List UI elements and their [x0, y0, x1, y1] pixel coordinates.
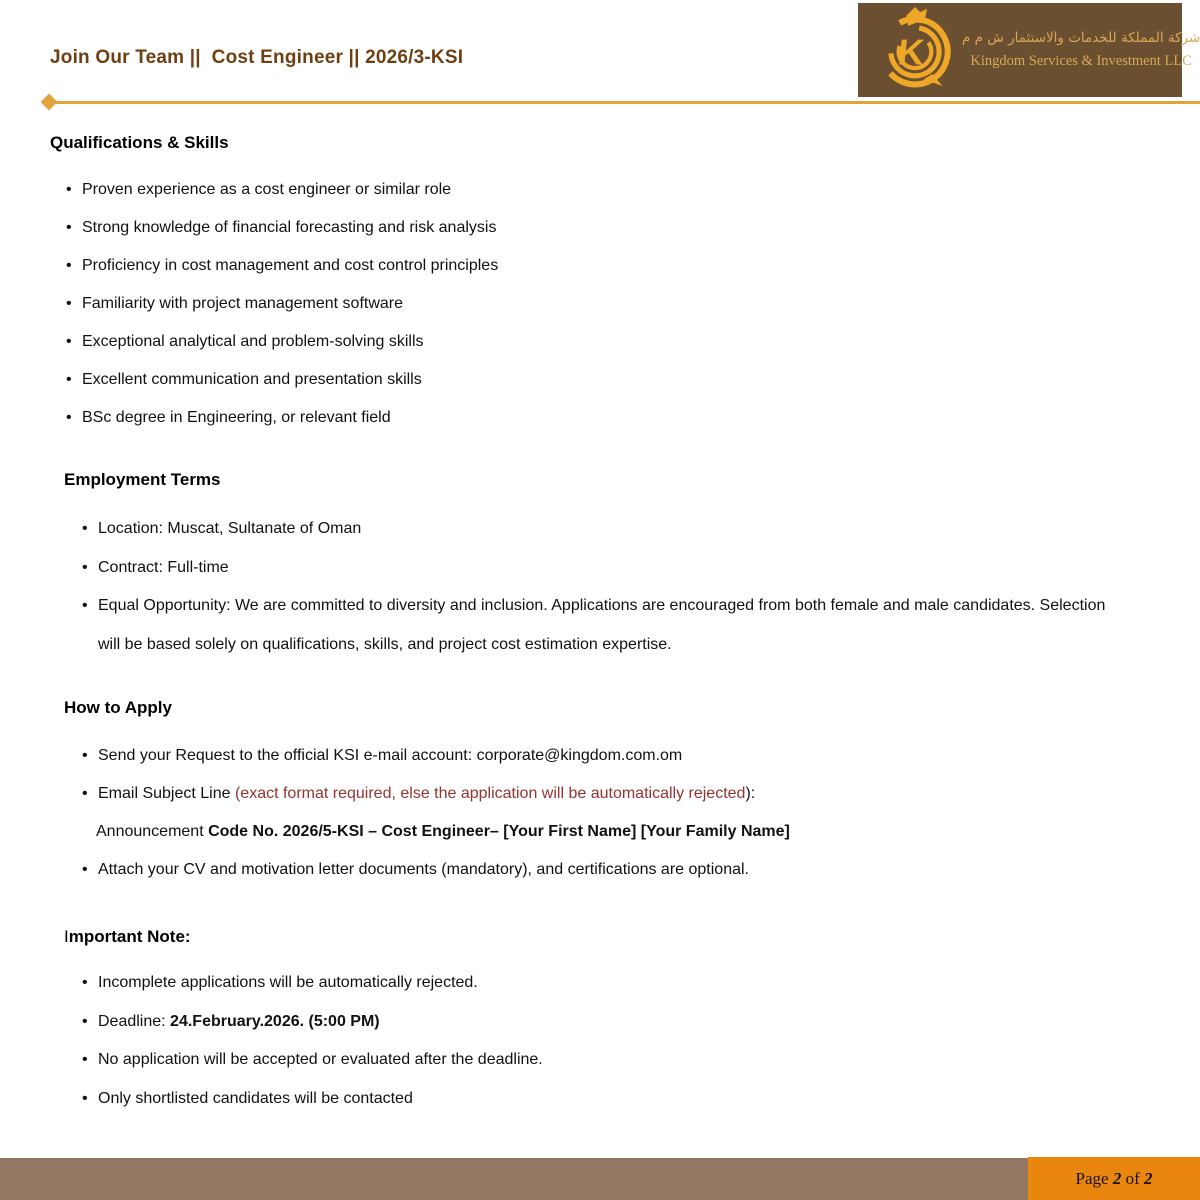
important-note-heading [64, 927, 1110, 947]
list-item: • Exceptional analytical and problem-solving skills [82, 323, 1130, 361]
list-item: • No application will be accepted or evaluated after the deadline. [98, 1041, 1110, 1080]
email-subject-line [98, 775, 1110, 813]
list-item [98, 1003, 1110, 1042]
of-word: of [1121, 1168, 1144, 1188]
svg-text:K: K [895, 31, 927, 73]
falcon-monogram-icon [872, 7, 958, 93]
subject-suffix: ): [745, 785, 756, 802]
section-how-to-apply [64, 698, 1110, 889]
list-item: • Contract: Full-time [98, 549, 1110, 588]
employment-terms-list [64, 510, 1110, 664]
attach-cv-text: Attach your CV and motivation letter documents (mandatory), and certifications are optional. [98, 861, 749, 878]
company-logo-box [858, 3, 1200, 97]
list-item [98, 737, 1110, 775]
announcement-code: Code No. 2026/5-KSI – Cost Engineer– [Your First Name] [Your Family Name] [208, 823, 790, 840]
list-item: • BSc degree in Engineering, or relevant field [82, 399, 1130, 437]
how-to-apply-list [64, 737, 1110, 889]
list-item: • Only shortlisted candidates will be contacted [98, 1080, 1110, 1119]
page-current: 2 [1112, 1168, 1122, 1188]
how-to-apply-heading: How to Apply [64, 698, 172, 717]
company-name-english: Kingdom Services & Investment LLC [970, 53, 1192, 69]
section-important-note [64, 927, 1110, 1118]
subject-warning-text: (exact format required, else the application will be automatically rejected [234, 785, 746, 802]
subject-prefix: Email Subject Line [98, 785, 235, 802]
qualifications-heading: Qualifications & Skills [50, 133, 229, 152]
qualifications-list [50, 171, 1130, 437]
company-name-arabic: شركة المملكة للخدمات والاستثمار ش م م [962, 30, 1200, 46]
list-item: • Incomplete applications will be automatically rejected. [98, 964, 1110, 1003]
deadline-value: 24.February.2026. (5:00 PM) [170, 1012, 380, 1030]
announcement-prefix: Announcement [96, 823, 209, 840]
announcement-format-line [96, 813, 1110, 851]
list-item: • Excellent communication and presentation skills [82, 361, 1130, 399]
list-item: • Strong knowledge of financial forecasting and risk analysis [82, 209, 1130, 247]
list-item: • Location: Muscat, Sultanate of Oman [98, 510, 1110, 549]
footer-brown-bar [0, 1158, 1028, 1200]
gold-diamond-bullet [41, 94, 58, 111]
section-employment-terms [64, 470, 1110, 664]
page-word: Page [1075, 1168, 1113, 1188]
list-item [98, 851, 1110, 889]
section-qualifications [50, 133, 1130, 437]
send-request-text: Send your Request to the official KSI e-mail account: corporate@kingdom.com.om [98, 747, 683, 764]
list-item: • Proven experience as a cost engineer or similar role [82, 171, 1130, 209]
important-note-list [64, 964, 1110, 1118]
list-item: • Familiarity with project management software [82, 285, 1130, 323]
page-title: Join Our Team || Cost Engineer || 2026/3-KSI [50, 47, 464, 68]
page-number-badge [1028, 1157, 1200, 1200]
list-item [98, 775, 1110, 851]
heading-initial: I [64, 927, 69, 946]
gold-divider-line [48, 101, 1200, 104]
page-total: 2 [1143, 1168, 1153, 1188]
list-item: • Equal Opportunity: We are committed to diversity and inclusion. Applications are encouraged from both female and male candidates. Selection will be based solely on qualifications, skills, and project cost estimation expertise. [98, 587, 1110, 664]
deadline-prefix: Deadline: [98, 1012, 171, 1030]
company-name-block [958, 30, 1200, 70]
heading-rest: mportant Note: [68, 927, 191, 946]
employment-terms-heading: Employment Terms [64, 470, 221, 489]
list-item: • Proficiency in cost management and cost control principles [82, 247, 1130, 285]
